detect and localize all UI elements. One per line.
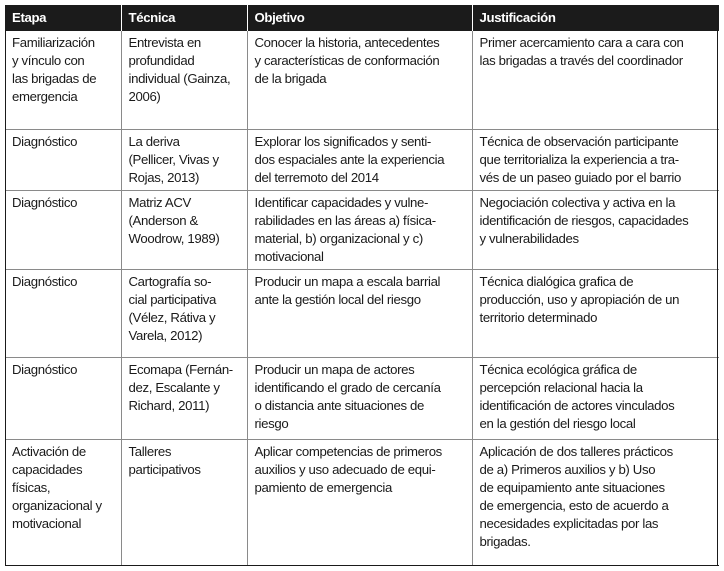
cell-etapa	[5, 269, 121, 357]
cell-line: Entrevista en	[128, 35, 201, 50]
cell-line: producción, uso y apropiación de un	[479, 291, 680, 307]
cell-tecnica	[121, 439, 247, 565]
table-row	[5, 190, 719, 269]
cell-justificacion	[472, 190, 719, 269]
cell-line: Técnica ecológica gráfica de	[479, 361, 637, 377]
cell-line: Negociación colectiva y activa en la	[479, 194, 676, 210]
cell-line: pamiento de emergencia	[254, 479, 392, 495]
cell-objetivo	[247, 439, 472, 565]
cell-objetivo	[247, 269, 472, 357]
cell-line: rabilidades en las áreas a) física-	[254, 212, 436, 228]
cell-line: dez, Escalante y	[128, 379, 220, 395]
cell-line: y vulnerabilidades	[479, 230, 579, 246]
cell-line: Ecomapa (Fernán-	[128, 361, 233, 377]
cell-etapa	[5, 439, 121, 565]
cell-line: Aplicar competencias de primeros	[254, 443, 442, 459]
cell-line: físicas,	[12, 479, 51, 495]
techniques-table	[5, 5, 719, 566]
cell-line: 2006)	[128, 89, 161, 104]
cell-justificacion	[472, 129, 719, 190]
cell-line: identificación de actores vinculados	[479, 397, 675, 413]
cell-tecnica	[121, 357, 247, 439]
cell-line: identificando el grado de cercanía	[254, 379, 441, 395]
cell-line: las brigadas de	[12, 71, 97, 86]
cell-justificacion	[472, 357, 719, 439]
cell-line: (Anderson &	[128, 212, 198, 228]
cell-line: o distancia ante situaciones de	[254, 397, 424, 413]
table-row	[5, 31, 719, 129]
header-row	[5, 5, 719, 31]
cell-objetivo	[247, 31, 472, 129]
cell-line: de a) Primeros auxilios y b) Uso	[479, 461, 656, 477]
cell-justificacion	[472, 31, 719, 129]
cell-line: Diagnóstico	[12, 361, 78, 377]
cell-line: emergencia	[12, 89, 78, 104]
cell-line: cial participativa	[128, 291, 217, 307]
cell-line: Aplicación de dos talleres prácticos	[479, 443, 673, 459]
cell-line: motivacional	[12, 515, 82, 531]
cell-line: Conocer la historia, antecedentes	[254, 35, 440, 50]
cell-line: riesgo	[254, 415, 289, 431]
cell-line: Matriz ACV	[128, 194, 191, 210]
cell-line: necesidades explicitadas por las	[479, 515, 659, 531]
cell-line: y vínculo con	[12, 53, 85, 68]
cell-line: Woodrow, 1989)	[128, 230, 220, 246]
cell-line: identificación de riesgos, capacidades	[479, 212, 689, 228]
cell-justificacion	[472, 439, 719, 565]
cell-justificacion	[472, 269, 719, 357]
cell-line: que territorializa la experiencia a tra-	[479, 151, 679, 167]
cell-line: individual (Gainza,	[128, 71, 231, 86]
header-etapa: Etapa	[5, 5, 121, 31]
cell-line: Activación de	[12, 443, 86, 459]
cell-line: Producir un mapa a escala barrial	[254, 273, 441, 289]
cell-etapa	[5, 129, 121, 190]
cell-line: Diagnóstico	[12, 194, 78, 210]
cell-etapa	[5, 357, 121, 439]
cell-line: Primer acercamiento cara a cara con	[479, 35, 684, 50]
table-header	[5, 5, 719, 31]
cell-line: de la brigada	[254, 71, 327, 86]
header-tecnica: Técnica	[121, 5, 247, 31]
cell-tecnica	[121, 190, 247, 269]
table-row	[5, 439, 719, 565]
cell-line: Identificar capacidades y vulne-	[254, 194, 429, 210]
cell-line: territorio determinado	[479, 309, 598, 325]
cell-tecnica	[121, 129, 247, 190]
cell-line: Producir un mapa de actores	[254, 361, 415, 377]
cell-tecnica	[121, 31, 247, 129]
cell-line: de equipamiento ante situaciones	[479, 479, 665, 495]
cell-objetivo	[247, 129, 472, 190]
cell-line: ante la gestión local del riesgo	[254, 291, 421, 307]
cell-line: dos espaciales ante la experiencia	[254, 151, 445, 167]
cell-line: del terremoto del 2014	[254, 169, 379, 185]
cell-line: (Pellicer, Vivas y	[128, 151, 219, 167]
cell-line: material, b) organizacional y c)	[254, 230, 423, 246]
table-row	[5, 357, 719, 439]
cell-line: motivacional	[254, 248, 324, 264]
cell-line: Diagnóstico	[12, 273, 78, 289]
cell-line: profundidad	[128, 53, 195, 68]
cell-line: (Vélez, Rátiva y	[128, 309, 216, 325]
cell-line: capacidades	[12, 461, 83, 477]
cell-line: Explorar los significados y senti-	[254, 133, 431, 149]
cell-objetivo	[247, 190, 472, 269]
cell-tecnica	[121, 269, 247, 357]
cell-line: Talleres	[128, 443, 172, 459]
cell-line: La deriva	[128, 133, 180, 149]
header-justificacion: Justificación	[479, 10, 556, 25]
cell-line: de emergencia, esto de acuerdo a	[479, 497, 669, 513]
table-row	[5, 129, 719, 190]
cell-line: brigadas.	[479, 533, 531, 549]
cell-line: Richard, 2011)	[128, 397, 210, 413]
cell-line: participativos	[128, 461, 201, 477]
cell-line: Cartografía so-	[128, 273, 212, 289]
cell-line: Técnica dialógica grafica de	[479, 273, 634, 289]
cell-line: Varela, 2012)	[128, 327, 203, 343]
cell-line: percepción relacional hacia la	[479, 379, 643, 395]
cell-line: Rojas, 2013)	[128, 169, 200, 185]
cell-etapa	[5, 190, 121, 269]
cell-line: Familiarización	[12, 35, 95, 50]
cell-line: auxilios y uso adecuado de equi-	[254, 461, 436, 477]
cell-line: en la gestión del riesgo local	[479, 415, 636, 431]
cell-line: Técnica de observación participante	[479, 133, 679, 149]
cell-etapa	[5, 31, 121, 129]
table-body	[5, 31, 719, 565]
cell-line: las brigadas a través del coordinador	[479, 53, 683, 68]
cell-line: vés de un paseo guiado por el barrio	[479, 169, 681, 185]
cell-line: Diagnóstico	[12, 133, 78, 149]
cell-line: y características de conformación	[254, 53, 440, 68]
cell-line: organizacional y	[12, 497, 102, 513]
cell-objetivo	[247, 357, 472, 439]
table-row	[5, 269, 719, 357]
header-objetivo: Objetivo	[247, 5, 472, 31]
